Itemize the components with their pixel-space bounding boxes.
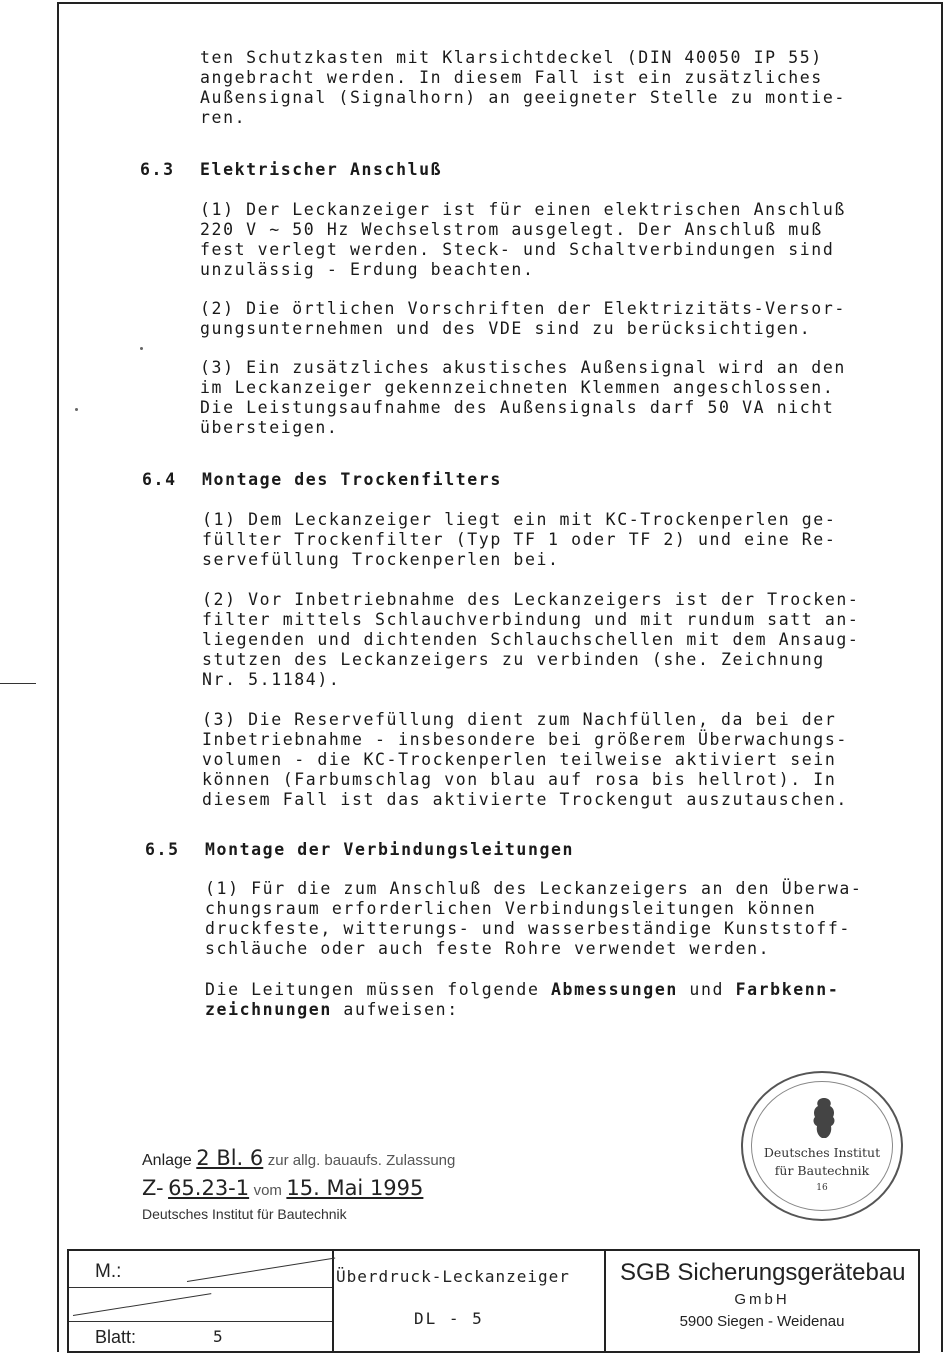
text-line: unzulässig - Erdung beachten. <box>200 260 535 279</box>
text-run-bold: zeichnungen <box>205 1000 332 1019</box>
text-line: chungsraum erforderlichen Verbindungsleitungen können <box>205 899 817 918</box>
margin-mark <box>0 683 36 684</box>
title-block-left <box>69 1251 334 1351</box>
text-run: Die Leitungen müssen folgende <box>205 980 552 999</box>
text-line: 220 V ~ 50 Hz Wechselstrom ausgelegt. Der Anschluß muß <box>200 220 823 239</box>
blatt-label: Blatt: <box>95 1327 137 1347</box>
text-line: druckfeste, witterungs- und wasserbeständige Kunststoff- <box>205 919 851 938</box>
text-line: schläuche oder auch feste Rohre verwendet werden. <box>205 939 771 958</box>
title-block-right <box>606 1251 918 1351</box>
divider <box>69 1321 332 1322</box>
text-line: liegenden und dichtenden Schlauchschellen mit dem Ansaug- <box>202 630 860 649</box>
text-line <box>205 1000 459 1020</box>
m-label: M.: <box>95 1261 122 1282</box>
text-run-bold: Farbkenn- <box>735 980 840 999</box>
z-number: 65.23-1 <box>168 1176 250 1200</box>
text-line: (3) Ein zusätzliches akustisches Außensignal wird an den <box>200 358 846 377</box>
speck <box>140 347 143 350</box>
strike-line <box>187 1258 335 1282</box>
anlage-line <box>142 1146 455 1170</box>
text-line: filter mittels Schlauchverbindung und mit rundum satt an- <box>202 610 860 629</box>
text-line: Inbetriebnahme - insbesondere bei größerem Überwachungs- <box>202 730 848 749</box>
section-number-6-4: 6.4 <box>142 470 177 489</box>
anlage-prefix: Anlage <box>142 1152 192 1169</box>
official-seal <box>741 1071 903 1221</box>
divider <box>69 1287 332 1288</box>
text-line: volumen - die KC-Trockenperlen teilweise aktiviert sein <box>202 750 837 769</box>
anlage-mid: zur allg. bauaufs. Zulassung <box>267 1152 456 1169</box>
speck <box>75 408 78 411</box>
text-line: (3) Die Reservefüllung dient zum Nachfüllen, da bei der <box>202 710 837 729</box>
title-block-center <box>334 1251 606 1351</box>
z-date: 15. Mai 1995 <box>286 1176 424 1200</box>
section-title-6-3: Elektrischer Anschluß <box>200 160 443 179</box>
text-line: ren. <box>200 108 247 127</box>
model-name: DL - 5 <box>414 1309 484 1328</box>
text-line: Nr. 5.1184). <box>202 670 341 689</box>
seal-number: 16 <box>816 1183 828 1193</box>
company-form: GmbH <box>734 1291 790 1308</box>
text-line: (2) Die örtlichen Vorschriften der Elektrizitäts-Versor- <box>200 299 846 318</box>
anlage-blatt: 2 Bl. 6 <box>196 1146 264 1170</box>
text-line: ten Schutzkasten mit Klarsichtdeckel (DIN 40050 IP 55) <box>200 48 823 67</box>
text-line: (1) Der Leckanzeiger ist für einen elektrischen Anschluß <box>200 200 846 219</box>
text-run-bold: Abmessungen <box>551 980 678 999</box>
text-line: stutzen des Leckanzeigers zu verbinden (she. Zeichnung <box>202 650 825 669</box>
company-address: 5900 Siegen - Weidenau <box>679 1313 845 1330</box>
text-line: füllter Trockenfilter (Typ TF 1 oder TF 2) und eine Re- <box>202 530 837 549</box>
institute-line: Deutsches Institut für Bautechnik <box>142 1206 347 1222</box>
text-line: übersteigen. <box>200 418 339 437</box>
text-run: aufweisen: <box>331 1000 459 1019</box>
text-line: im Leckanzeiger gekennzeichneten Klemmen angeschlossen. <box>200 378 835 397</box>
z-prefix: Z- <box>142 1176 164 1200</box>
title-block <box>67 1249 920 1353</box>
text-line: können (Farbumschlag von blau auf rosa bis hellrot). In <box>202 770 837 789</box>
text-line <box>205 980 839 1000</box>
seal-text-line1: Deutsches Institut <box>763 1145 881 1160</box>
text-line: (1) Für die zum Anschluß des Leckanzeigers an den Überwa- <box>205 879 863 898</box>
section-number-6-3: 6.3 <box>140 160 175 179</box>
text-line: (2) Vor Inbetriebnahme des Leckanzeigers ist der Trocken- <box>202 590 860 609</box>
text-line: gungsunternehmen und des VDE sind zu berücksichtigen. <box>200 319 812 338</box>
text-line: angebracht werden. In diesem Fall ist ein zusätzliches <box>200 68 823 87</box>
text-line: Außensignal (Signalhorn) an geeigneter Stelle zu montie- <box>200 88 846 107</box>
blatt-value: 5 <box>213 1327 223 1346</box>
zulassung-line <box>142 1176 423 1200</box>
seal-text-line2: für Bautechnik <box>774 1163 870 1178</box>
section-number-6-5: 6.5 <box>145 840 180 859</box>
vom-label: vom <box>253 1182 282 1199</box>
bear-emblem-icon <box>806 1095 842 1141</box>
company-name: SGB Sicherungsgerätebau <box>620 1259 906 1286</box>
text-line: diesem Fall ist das aktivierte Trockengut auszutauschen. <box>202 790 848 809</box>
section-title-6-4: Montage des Trockenfilters <box>202 470 502 489</box>
text-line: servefüllung Trockenperlen bei. <box>202 550 560 569</box>
text-run: und <box>677 980 736 999</box>
text-line: Die Leistungsaufnahme des Außensignals darf 50 VA nicht <box>200 398 835 417</box>
product-name: Überdruck-Leckanzeiger <box>336 1267 570 1286</box>
section-title-6-5: Montage der Verbindungsleitungen <box>205 840 575 859</box>
text-line: fest verlegt werden. Steck- und Schaltverbindungen sind <box>200 240 835 259</box>
strike-line <box>73 1293 211 1316</box>
text-line: (1) Dem Leckanzeiger liegt ein mit KC-Trockenperlen ge- <box>202 510 837 529</box>
